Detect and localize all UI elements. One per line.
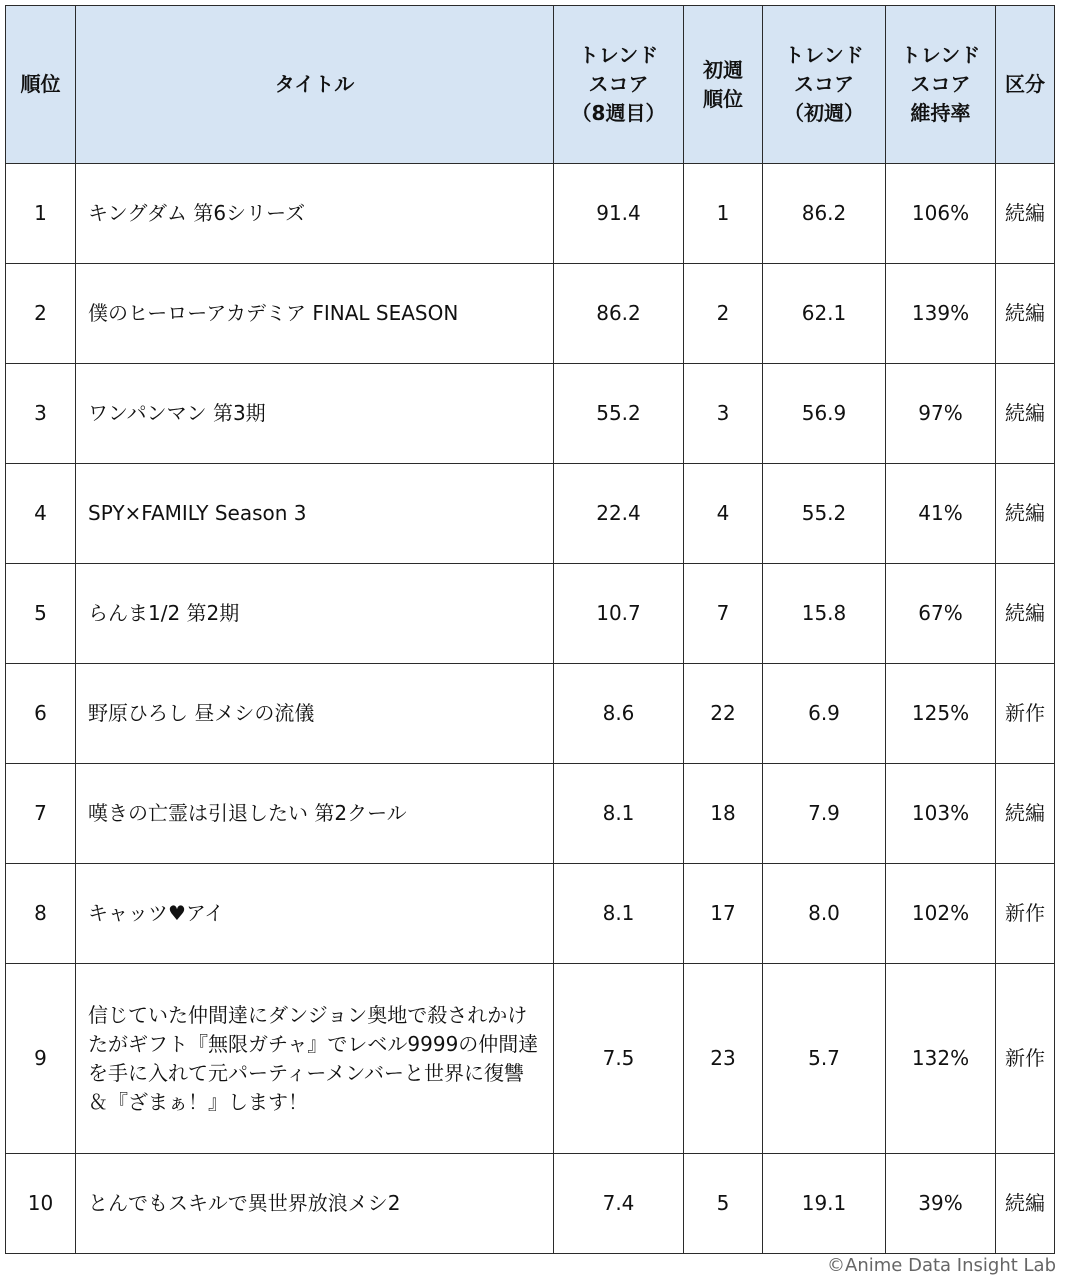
header-row [6, 6, 1055, 164]
cell-first-week-rank: 2 [684, 264, 763, 364]
copyright-credit: ©Anime Data Insight Lab [827, 1255, 1056, 1276]
cell-score-week8: 8.6 [554, 664, 684, 764]
header-first-week-rank: 初週 順位 [684, 6, 763, 164]
table-row [6, 664, 1055, 764]
cell-category: 続編 [996, 764, 1055, 864]
cell-rank: 1 [6, 164, 76, 264]
cell-title: ワンパンマン 第3期 [76, 364, 554, 464]
table-row [6, 464, 1055, 564]
cell-category: 新作 [996, 964, 1055, 1154]
cell-score-week8: 7.4 [554, 1154, 684, 1254]
cell-rank: 3 [6, 364, 76, 464]
cell-rank: 4 [6, 464, 76, 564]
cell-score-first-week: 55.2 [763, 464, 886, 564]
table-row [6, 164, 1055, 264]
cell-retention: 41% [886, 464, 996, 564]
cell-retention: 132% [886, 964, 996, 1154]
cell-first-week-rank: 17 [684, 864, 763, 964]
cell-category: 続編 [996, 364, 1055, 464]
cell-title: キャッツ♥アイ [76, 864, 554, 964]
cell-title: とんでもスキルで異世界放浪メシ2 [76, 1154, 554, 1254]
cell-title: 嘆きの亡霊は引退したい 第2クール [76, 764, 554, 864]
cell-title: らんま1/2 第2期 [76, 564, 554, 664]
header-retention: トレンド スコア 維持率 [886, 6, 996, 164]
cell-retention: 67% [886, 564, 996, 664]
cell-score-week8: 22.4 [554, 464, 684, 564]
cell-title: 僕のヒーローアカデミア FINAL SEASON [76, 264, 554, 364]
cell-title: SPY×FAMILY Season 3 [76, 464, 554, 564]
cell-rank: 8 [6, 864, 76, 964]
cell-retention: 102% [886, 864, 996, 964]
cell-score-first-week: 8.0 [763, 864, 886, 964]
cell-rank: 6 [6, 664, 76, 764]
cell-category: 続編 [996, 164, 1055, 264]
cell-score-first-week: 5.7 [763, 964, 886, 1154]
cell-first-week-rank: 1 [684, 164, 763, 264]
cell-score-week8: 91.4 [554, 164, 684, 264]
cell-score-first-week: 7.9 [763, 764, 886, 864]
cell-first-week-rank: 23 [684, 964, 763, 1154]
cell-first-week-rank: 18 [684, 764, 763, 864]
cell-score-first-week: 6.9 [763, 664, 886, 764]
cell-retention: 139% [886, 264, 996, 364]
cell-rank: 2 [6, 264, 76, 364]
cell-first-week-rank: 22 [684, 664, 763, 764]
cell-score-week8: 8.1 [554, 864, 684, 964]
cell-rank: 9 [6, 964, 76, 1154]
cell-first-week-rank: 5 [684, 1154, 763, 1254]
cell-score-first-week: 15.8 [763, 564, 886, 664]
cell-score-first-week: 62.1 [763, 264, 886, 364]
table-row [6, 864, 1055, 964]
cell-category: 新作 [996, 664, 1055, 764]
cell-retention: 97% [886, 364, 996, 464]
table-row [6, 1154, 1055, 1254]
cell-first-week-rank: 3 [684, 364, 763, 464]
cell-score-first-week: 86.2 [763, 164, 886, 264]
header-score-week8: トレンド スコア （8週目） [554, 6, 684, 164]
cell-score-week8: 55.2 [554, 364, 684, 464]
cell-score-week8: 8.1 [554, 764, 684, 864]
cell-category: 続編 [996, 264, 1055, 364]
cell-score-week8: 86.2 [554, 264, 684, 364]
cell-retention: 103% [886, 764, 996, 864]
header-title: タイトル [76, 6, 554, 164]
cell-category: 続編 [996, 564, 1055, 664]
table-row [6, 964, 1055, 1154]
table-row [6, 764, 1055, 864]
header-score-first-week: トレンド スコア （初週） [763, 6, 886, 164]
cell-rank: 5 [6, 564, 76, 664]
cell-score-week8: 7.5 [554, 964, 684, 1154]
cell-rank: 7 [6, 764, 76, 864]
header-rank: 順位 [6, 6, 76, 164]
cell-score-first-week: 56.9 [763, 364, 886, 464]
cell-retention: 125% [886, 664, 996, 764]
cell-category: 続編 [996, 1154, 1055, 1254]
table-row [6, 364, 1055, 464]
cell-category: 新作 [996, 864, 1055, 964]
ranking-table [5, 5, 1055, 1254]
table-row [6, 264, 1055, 364]
cell-retention: 39% [886, 1154, 996, 1254]
cell-title: 信じていた仲間達にダンジョン奥地で殺されかけたがギフト『無限ガチャ』でレベル9999の仲間達を手に入れて元パーティーメンバーと世界に復讐＆『ざまぁ！』します！ [76, 964, 554, 1154]
cell-rank: 10 [6, 1154, 76, 1254]
cell-title: キングダム 第6シリーズ [76, 164, 554, 264]
cell-first-week-rank: 4 [684, 464, 763, 564]
cell-category: 続編 [996, 464, 1055, 564]
cell-score-week8: 10.7 [554, 564, 684, 664]
cell-retention: 106% [886, 164, 996, 264]
cell-title: 野原ひろし 昼メシの流儀 [76, 664, 554, 764]
table-row [6, 564, 1055, 664]
header-category: 区分 [996, 6, 1055, 164]
cell-first-week-rank: 7 [684, 564, 763, 664]
cell-score-first-week: 19.1 [763, 1154, 886, 1254]
